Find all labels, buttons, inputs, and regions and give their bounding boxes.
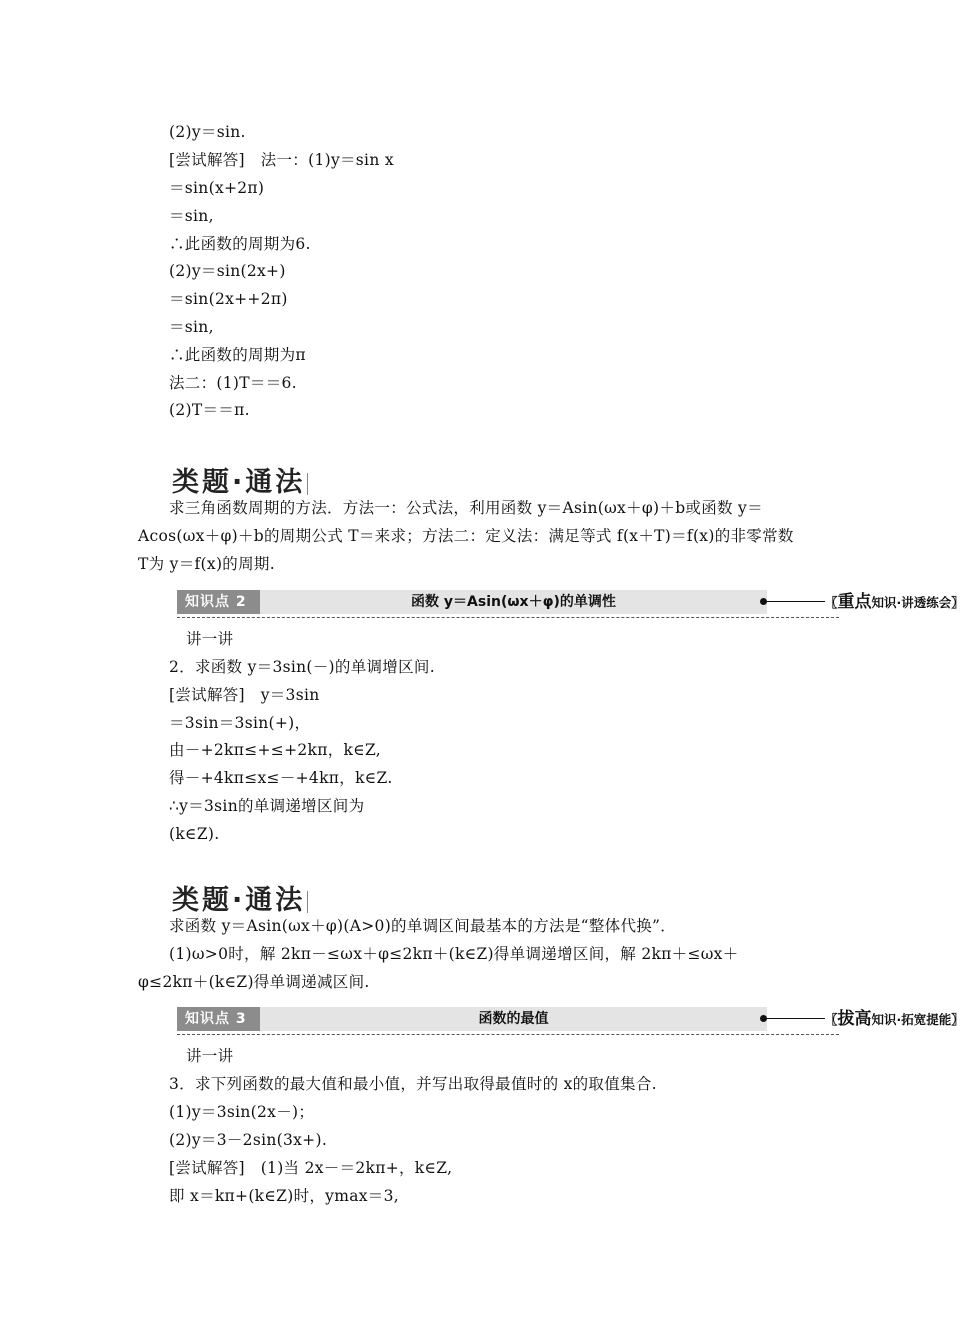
section-heading (172, 878, 312, 917)
knowledge-point-bar (177, 1007, 964, 1031)
text-line: 3．求下列函数的最大值和最小值，并写出取得最值时的 x的取值集合. (169, 1075, 657, 1093)
knowledge-point-title: 函数的最值 (260, 1007, 767, 1031)
text-line: 即 x＝kπ+(k∈Z)时，ymax＝3, (169, 1187, 399, 1205)
method-line: 求函数 y＝Asin(ωx＋φ)(A>0)的单调区间最基本的方法是“整体代换”． (169, 917, 677, 935)
text-line: 讲一讲 (186, 630, 234, 648)
text-line: (2)T＝＝π. (169, 401, 250, 419)
text-line: ＝sin, (169, 318, 214, 336)
section-heading-text: 类题·通法 (172, 885, 306, 916)
method-line: T为 y＝f(x)的周期. (138, 555, 275, 573)
text-line: (2)y＝3－2sin(3x+). (169, 1131, 328, 1149)
heading-bracket (307, 891, 312, 913)
text-line: ＝3sin＝3sin(+)， (169, 714, 311, 732)
method-line: (1)ω>0时，解 2kπ－≤ωx＋φ≤2kπ＋(k∈Z)得单调递增区间，解 2kπ＋≤ωx＋ (169, 945, 739, 963)
connector-rule (767, 1018, 825, 1019)
text-line: [尝试解答] 法一：(1)y＝sin x (169, 151, 394, 169)
text-line: ＝sin, (169, 207, 214, 225)
text-line: ∴此函数的周期为6. (169, 235, 311, 253)
text-line: ∴此函数的周期为π (169, 346, 306, 364)
text-line: (2)y＝sin. (169, 123, 246, 141)
knowledge-point-tag: 知识点 2 (177, 590, 260, 614)
section-heading (172, 460, 312, 499)
text-line: (2)y＝sin(2x+) (169, 262, 286, 280)
text-line: 2．求函数 y＝3sin(－)的单调增区间. (169, 658, 435, 676)
knowledge-point-label: 〖拔高知识·拓宽提能〗 (825, 1009, 964, 1029)
method-line: φ≤2kπ＋(k∈Z)得单调递减区间. (138, 973, 370, 991)
text-line: 讲一讲 (186, 1047, 234, 1065)
label-emphasis: 拔高 (837, 1009, 872, 1029)
label-emphasis: 重点 (837, 592, 872, 612)
text-line: [尝试解答] y＝3sin (169, 686, 320, 704)
text-line: 法二：(1)T＝＝6. (169, 374, 297, 392)
knowledge-point-title: 函数 y＝Asin(ωx＋φ)的单调性 (260, 590, 767, 614)
label-subtext: 知识·讲透练会 (871, 595, 952, 610)
method-line: 求三角函数周期的方法．方法一：公式法，利用函数 y＝Asin(ωx＋φ)＋b或函数 y＝ (169, 499, 763, 517)
knowledge-point-bar (177, 590, 964, 614)
text-line: 由－+2kπ≤+≤+2kπ，k∈Z, (169, 741, 382, 759)
text-line: 得－+4kπ≤x≤－+4kπ，k∈Z. (169, 769, 393, 787)
knowledge-point-label: 〖重点知识·讲透练会〗 (825, 592, 964, 612)
connector-rule (767, 601, 825, 602)
text-line: (k∈Z). (169, 825, 220, 843)
knowledge-point-tag: 知识点 3 (177, 1007, 260, 1031)
text-line: (1)y＝3sin(2x－)； (169, 1103, 315, 1121)
text-line: ∴y＝3sin的单调递增区间为 (169, 797, 365, 815)
text-line: ＝sin(2x++2π) (169, 290, 288, 308)
bullet-dot (760, 598, 767, 605)
dashed-divider (177, 617, 839, 618)
method-line: Acos(ωx＋φ)＋b的周期公式 T＝来求；方法二：定义法：满足等式 f(x＋T)＝f(x)的非零常数 (138, 527, 794, 545)
text-line: ＝sin(x+2π) (169, 179, 265, 197)
section-heading-text: 类题·通法 (172, 467, 306, 498)
label-subtext: 知识·拓宽提能 (871, 1012, 952, 1027)
dashed-divider (177, 1034, 839, 1035)
heading-bracket (307, 473, 312, 495)
text-line: [尝试解答] (1)当 2x－＝2kπ+，k∈Z, (169, 1159, 453, 1177)
bullet-dot (760, 1015, 767, 1022)
